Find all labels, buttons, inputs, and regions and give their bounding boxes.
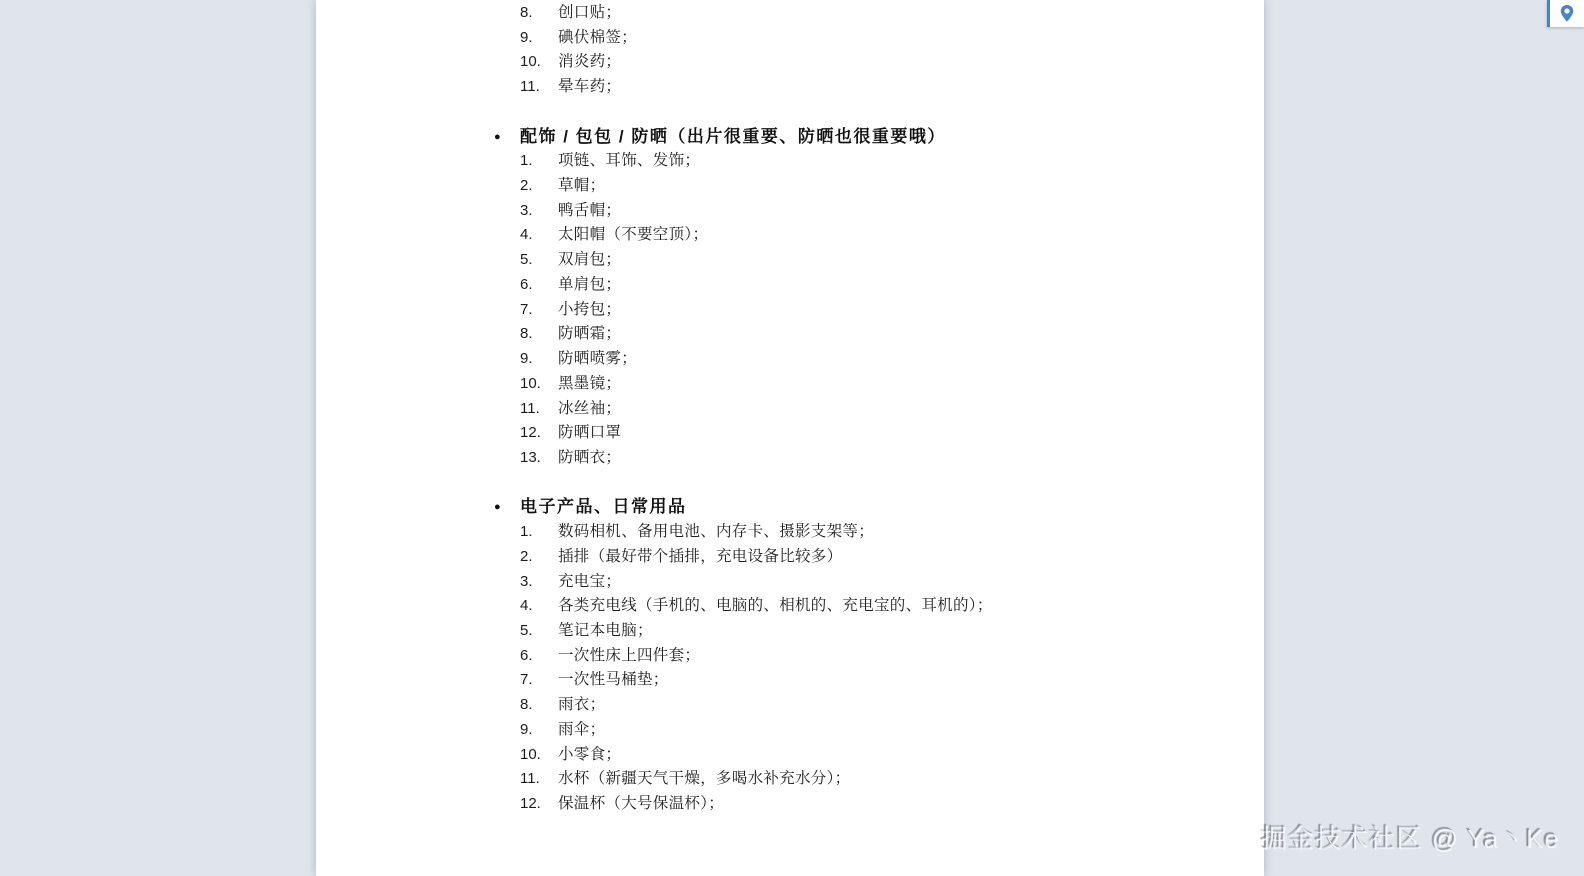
item-text: 保温杯（大号保温杯）； (558, 795, 725, 812)
item-number: 11. (520, 770, 540, 788)
item-text: 项链、耳饰、发饰； (558, 152, 701, 170)
item-number: 4. (520, 226, 533, 244)
bullet-icon: ● (494, 130, 501, 143)
item-text: 防晒衣； (558, 448, 622, 466)
bullet-icon: ● (494, 501, 501, 514)
item-text: 单肩包； (558, 275, 622, 293)
item-number: 8. (520, 325, 533, 343)
item-text: 雨衣； (558, 696, 606, 714)
item-number: 9. (520, 28, 533, 46)
section-block (316, 125, 1264, 471)
item-text: 黑墨镜； (558, 374, 622, 392)
section-title: 电子产品、日常用品 (520, 497, 687, 517)
item-text: 防晒口罩 (558, 424, 622, 442)
item-text: 水杯（新疆天气干燥，多喝水补充水分）； (558, 770, 851, 788)
section-header (316, 125, 1264, 150)
list-item (316, 50, 1264, 75)
list-item (316, 372, 1264, 397)
item-text: 一次性床上四件套； (558, 646, 701, 664)
list-item (316, 298, 1264, 323)
item-number: 6. (520, 275, 533, 293)
list-item (316, 75, 1264, 100)
item-number: 1. (520, 152, 533, 170)
list-item (316, 1, 1264, 26)
section-block (316, 495, 1264, 816)
list-item (316, 174, 1264, 199)
document-content (316, 1, 1264, 817)
list-item (316, 322, 1264, 347)
item-text: 草帽； (558, 177, 606, 195)
list-item (316, 397, 1264, 422)
item-number: 9. (520, 350, 533, 368)
item-text: 各类充电线（手机的、电脑的、相机的、充电宝的、耳机的）； (558, 597, 993, 615)
list-item (316, 347, 1264, 372)
list-item (316, 273, 1264, 298)
item-number: 3. (520, 201, 533, 219)
item-number: 11. (520, 78, 540, 96)
list-item (316, 545, 1264, 570)
item-text: 小零食； (558, 745, 622, 763)
item-text: 数码相机、备用电池、内存卡、摄影支架等； (558, 523, 875, 541)
list-item (316, 520, 1264, 545)
document-page (316, 0, 1264, 876)
list-item (316, 223, 1264, 248)
section-title: 配饰 / 包包 / 防晒（出片很重要、防晒也很重要哦） (520, 126, 946, 146)
item-number: 13. (520, 448, 541, 466)
item-number: 8. (520, 4, 533, 21)
item-text: 鸭舌帽； (558, 201, 622, 219)
item-number: 8. (520, 696, 533, 714)
item-number: 5. (520, 251, 533, 269)
list-item (316, 199, 1264, 224)
item-text: 碘伏棉签； (558, 28, 638, 46)
item-number: 1. (520, 523, 533, 541)
item-text: 笔记本电脑； (558, 621, 653, 639)
list-item (316, 446, 1264, 471)
list-item (316, 421, 1264, 446)
item-text: 一次性马桶垫； (558, 671, 669, 689)
item-text: 创口贴； (558, 4, 622, 21)
list-item (316, 248, 1264, 273)
item-text: 晕车药； (558, 78, 622, 96)
item-number: 7. (520, 671, 533, 689)
list-item (316, 570, 1264, 595)
item-number: 10. (520, 374, 541, 392)
list-item (316, 644, 1264, 669)
item-number: 6. (520, 646, 533, 664)
watermark-text: 掘金技术社区 @ Ya丶Ke (1261, 824, 1560, 854)
list-item (316, 767, 1264, 792)
location-pin-icon (1559, 4, 1575, 23)
item-number: 4. (520, 597, 533, 615)
list-item (316, 693, 1264, 718)
item-text: 冰丝袖； (558, 399, 622, 417)
list-item (316, 743, 1264, 768)
item-number: 12. (520, 795, 541, 812)
item-number: 7. (520, 300, 533, 318)
item-number: 10. (520, 53, 541, 71)
item-number: 3. (520, 572, 533, 590)
list-item (316, 149, 1264, 174)
item-text: 太阳帽（不要空顶）； (558, 226, 709, 244)
item-text: 充电宝； (558, 572, 622, 590)
list-item (316, 792, 1264, 817)
item-number: 2. (520, 177, 533, 195)
item-text: 双肩包； (558, 251, 622, 269)
item-number: 2. (520, 547, 533, 565)
list-item (316, 718, 1264, 743)
location-pin-button[interactable] (1547, 0, 1584, 27)
item-number: 11. (520, 399, 540, 417)
list-item (316, 668, 1264, 693)
item-text: 雨伞； (558, 720, 606, 738)
item-number: 10. (520, 745, 541, 763)
item-number: 5. (520, 621, 533, 639)
item-text: 插排（最好带个插排，充电设备比较多） (558, 547, 843, 565)
list-item (316, 619, 1264, 644)
item-number: 12. (520, 424, 541, 442)
list-item (316, 26, 1264, 51)
item-text: 消炎药； (558, 53, 622, 71)
item-text: 小挎包； (558, 300, 622, 318)
section-header (316, 495, 1264, 520)
item-text: 防晒霜； (558, 325, 622, 343)
sections-container (316, 125, 1264, 817)
list-item (316, 594, 1264, 619)
item-number: 9. (520, 720, 533, 738)
continuation-list (316, 1, 1264, 100)
item-text: 防晒喷雾； (558, 350, 638, 368)
